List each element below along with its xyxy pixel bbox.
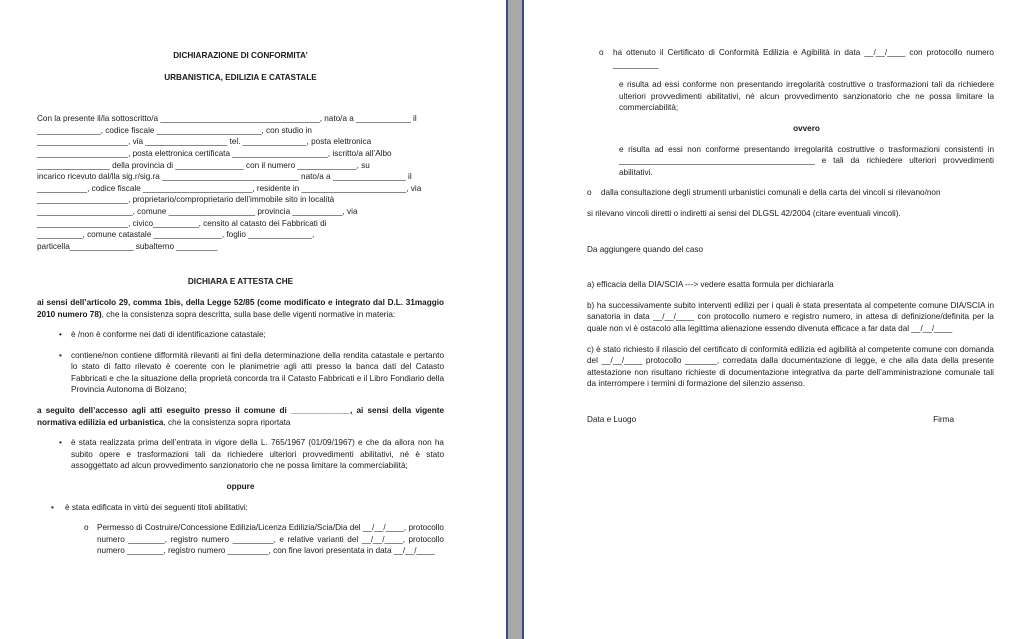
list-item (37, 437, 444, 472)
list-item-text: è stata realizzata prima dell’entrata in vigore della L. 765/1967 (01/09/1967) e che da allora non ha subito opere e trasformazioni tali da richiedere ulteriori provvedimenti abilitativi, né è stato assoggettato ad alcun provvedimento sanzionatorio che ne possa limitare la commerciabilità; (71, 438, 444, 471)
intro-line: __________, comune catastale _______________, foglio ______________, (37, 230, 315, 240)
intro-paragraph (37, 113, 444, 252)
circle-bullet-icon: o (599, 48, 604, 57)
bullet-icon: • (51, 502, 54, 512)
list-item-text: Permesso di Costruire/Concessione Edilizia/Licenza Edilizia/Scia/Dia del __/__/____, protocollo numero ________, registro numero _________, e relative varianti del __/__/____, protocollo numero ________, registro numero _________, con fine lavori presentata in data __/__/____ (97, 523, 444, 556)
firma-label: Firma (933, 414, 954, 424)
list-item-text: è stata edificata in virtù dei seguenti titoli abilitativi: (65, 502, 248, 512)
list-item (587, 47, 994, 70)
document-title: DICHIARAZIONE DI CONFORMITA’ (173, 51, 308, 60)
list-item (37, 350, 444, 396)
bullet-icon: • (59, 330, 62, 340)
non-conforme-paragraph: e risulta ad essi non conforme presentando irregolarità costruttive o trasformazioni consistenti in ___________________________________________ e tali da richiedere ulteriori provvedimenti abilitativi. (619, 144, 994, 177)
intro-line: incarico ricevuto dal/lla sig.r/sig.ra ______________________________ nato/a a ________________ il (37, 172, 412, 182)
circle-bullet-icon: o (587, 188, 592, 198)
intro-line: _____________________, comune ___________________ provincia ___________, via (37, 206, 358, 216)
data-luogo-label: Data e Luogo (587, 414, 637, 424)
bullet-icon: • (59, 438, 62, 448)
intro-line: Con la presente il/la sottoscritto/a ___________________________________, nato/a a ____________ il (37, 114, 417, 124)
conforme-paragraph: e risulta ad essi conforme non presentando irregolarità costruttive o trasformazioni tali da richiedere ulteriori provvedimenti abilitativi, né alcun provvedimento sanzionatorio che ne possa limitare la commerciabilità; (619, 80, 994, 113)
list-item-text: ha ottenuto il Certificato di Conformità Edilizia e Agibilità in data __/__/____ con protocollo numero __________ (613, 48, 994, 69)
list-item (37, 522, 444, 557)
signature-row (587, 414, 994, 426)
art-paragraph (37, 297, 444, 320)
list-item-text: contiene/non contiene difformità rilevanti ai fini della determinazione della rendita catastale e pertanto lo stato di fatto rilevato è coerente con le planimetrie agli atti presso la banca dati del Catasto Fabbricati e che la situazione della proprietà concorda tra il Catasto Fabbricati e il Libro Fondiario della Provincia Autonoma di Bolzano; (71, 350, 444, 395)
ovvero-heading: ovvero (793, 123, 820, 133)
oppure-heading: oppure (226, 482, 255, 492)
art-bold-text: ai sensi dell’articolo 29, comma 1bis, della Legge 52/85 (come modificato e integrato dal D.L. 31maggio 2010 numero 78) (37, 297, 444, 319)
list-item-text: è /non è conforme nei dati di identificazione catastale; (71, 330, 266, 340)
item-a: a) efficacia della DIA/SCIA ---> vedere esatta formula per dichiararla (587, 280, 834, 290)
art-rest-text: , che la consistenza sopra descritta, sulla base delle vigenti normative in materia: (101, 309, 396, 319)
intro-line: ___________, codice fiscale ________________________, residente in _______________________, via (37, 183, 422, 193)
vincoli-paragraph: si rilevano vincoli diretti o indiretti ai sensi del DLGSL 42/2004 (citare eventuali vincoli). (587, 208, 901, 218)
list-item (587, 187, 994, 199)
intro-line: ____________________, proprietario/comproprietario dell’immobile sito in località (37, 195, 335, 205)
bullet-icon: • (59, 350, 62, 360)
intro-line: particella______________ subalterno _________ (37, 241, 218, 251)
list-item (37, 329, 444, 341)
document-page-right (524, 0, 1024, 639)
seguito-bold-text: a seguito dell’accesso agli atti eseguito presso il comune di _____________, ai sensi della vigente normativa edilizia ed urbanistica (37, 406, 444, 427)
intro-line: ____________________, posta elettronica certificata _____________________, iscritto/a all’Albo (37, 148, 392, 158)
circle-bullet-icon: o (84, 523, 89, 533)
page-right-content (587, 47, 994, 425)
da-aggiungere-heading: Da aggiungere quando del caso (587, 244, 704, 254)
intro-line: ________________ della provincia di _______________ con il numero _____________, su (37, 160, 370, 170)
page-edge-left (506, 0, 508, 639)
item-b: b) ha successivamente subito interventi edilizi per i quali è stata presentata al competente comune DIA/SCIA in sanatoria in data __/__/____ con protocollo numero e registro numero, in attesa di definizione/definita per la quale non vi è ostacolo alla legittima alienazione essendo divenuta efficace a far data dal __/__/____ (587, 300, 994, 333)
seguito-paragraph (37, 405, 444, 428)
intro-line: ______________, codice fiscale _______________________, con studio in (37, 125, 312, 135)
intro-line: ____________________, civico__________, censito al catasto dei Fabbricati di (37, 218, 327, 228)
seguito-rest-text: , che la consistenza sopra riportata (163, 417, 291, 427)
item-c: c) è stato richiesto il rilascio del certificato di conformità edilizia ed agibilità al competente comune con domanda del __/__/____ protocollo _______, corredata dalla documentazione di legge, e che alla data della presente attestazione non risultano richieste di documentazione integrativa da parte dell’amministrazione comunale tali da interrompere i termini di formazione del silenzio assenso. (587, 344, 994, 389)
list-item-text: dalla consultazione degli strumenti urbanistici comunali e della carta dei vincoli si rilevano/non (601, 188, 941, 198)
intro-line: ____________________, via __________________ tel. ______________, posta elettronica (37, 137, 372, 147)
page-left-content (37, 46, 444, 557)
document-subtitle: URBANISTICA, EDILIZIA E CATASTALE (164, 72, 317, 82)
dichiara-heading: DICHIARA E ATTESTA CHE (187, 277, 294, 287)
list-item (37, 502, 444, 514)
document-page-left (0, 0, 507, 639)
